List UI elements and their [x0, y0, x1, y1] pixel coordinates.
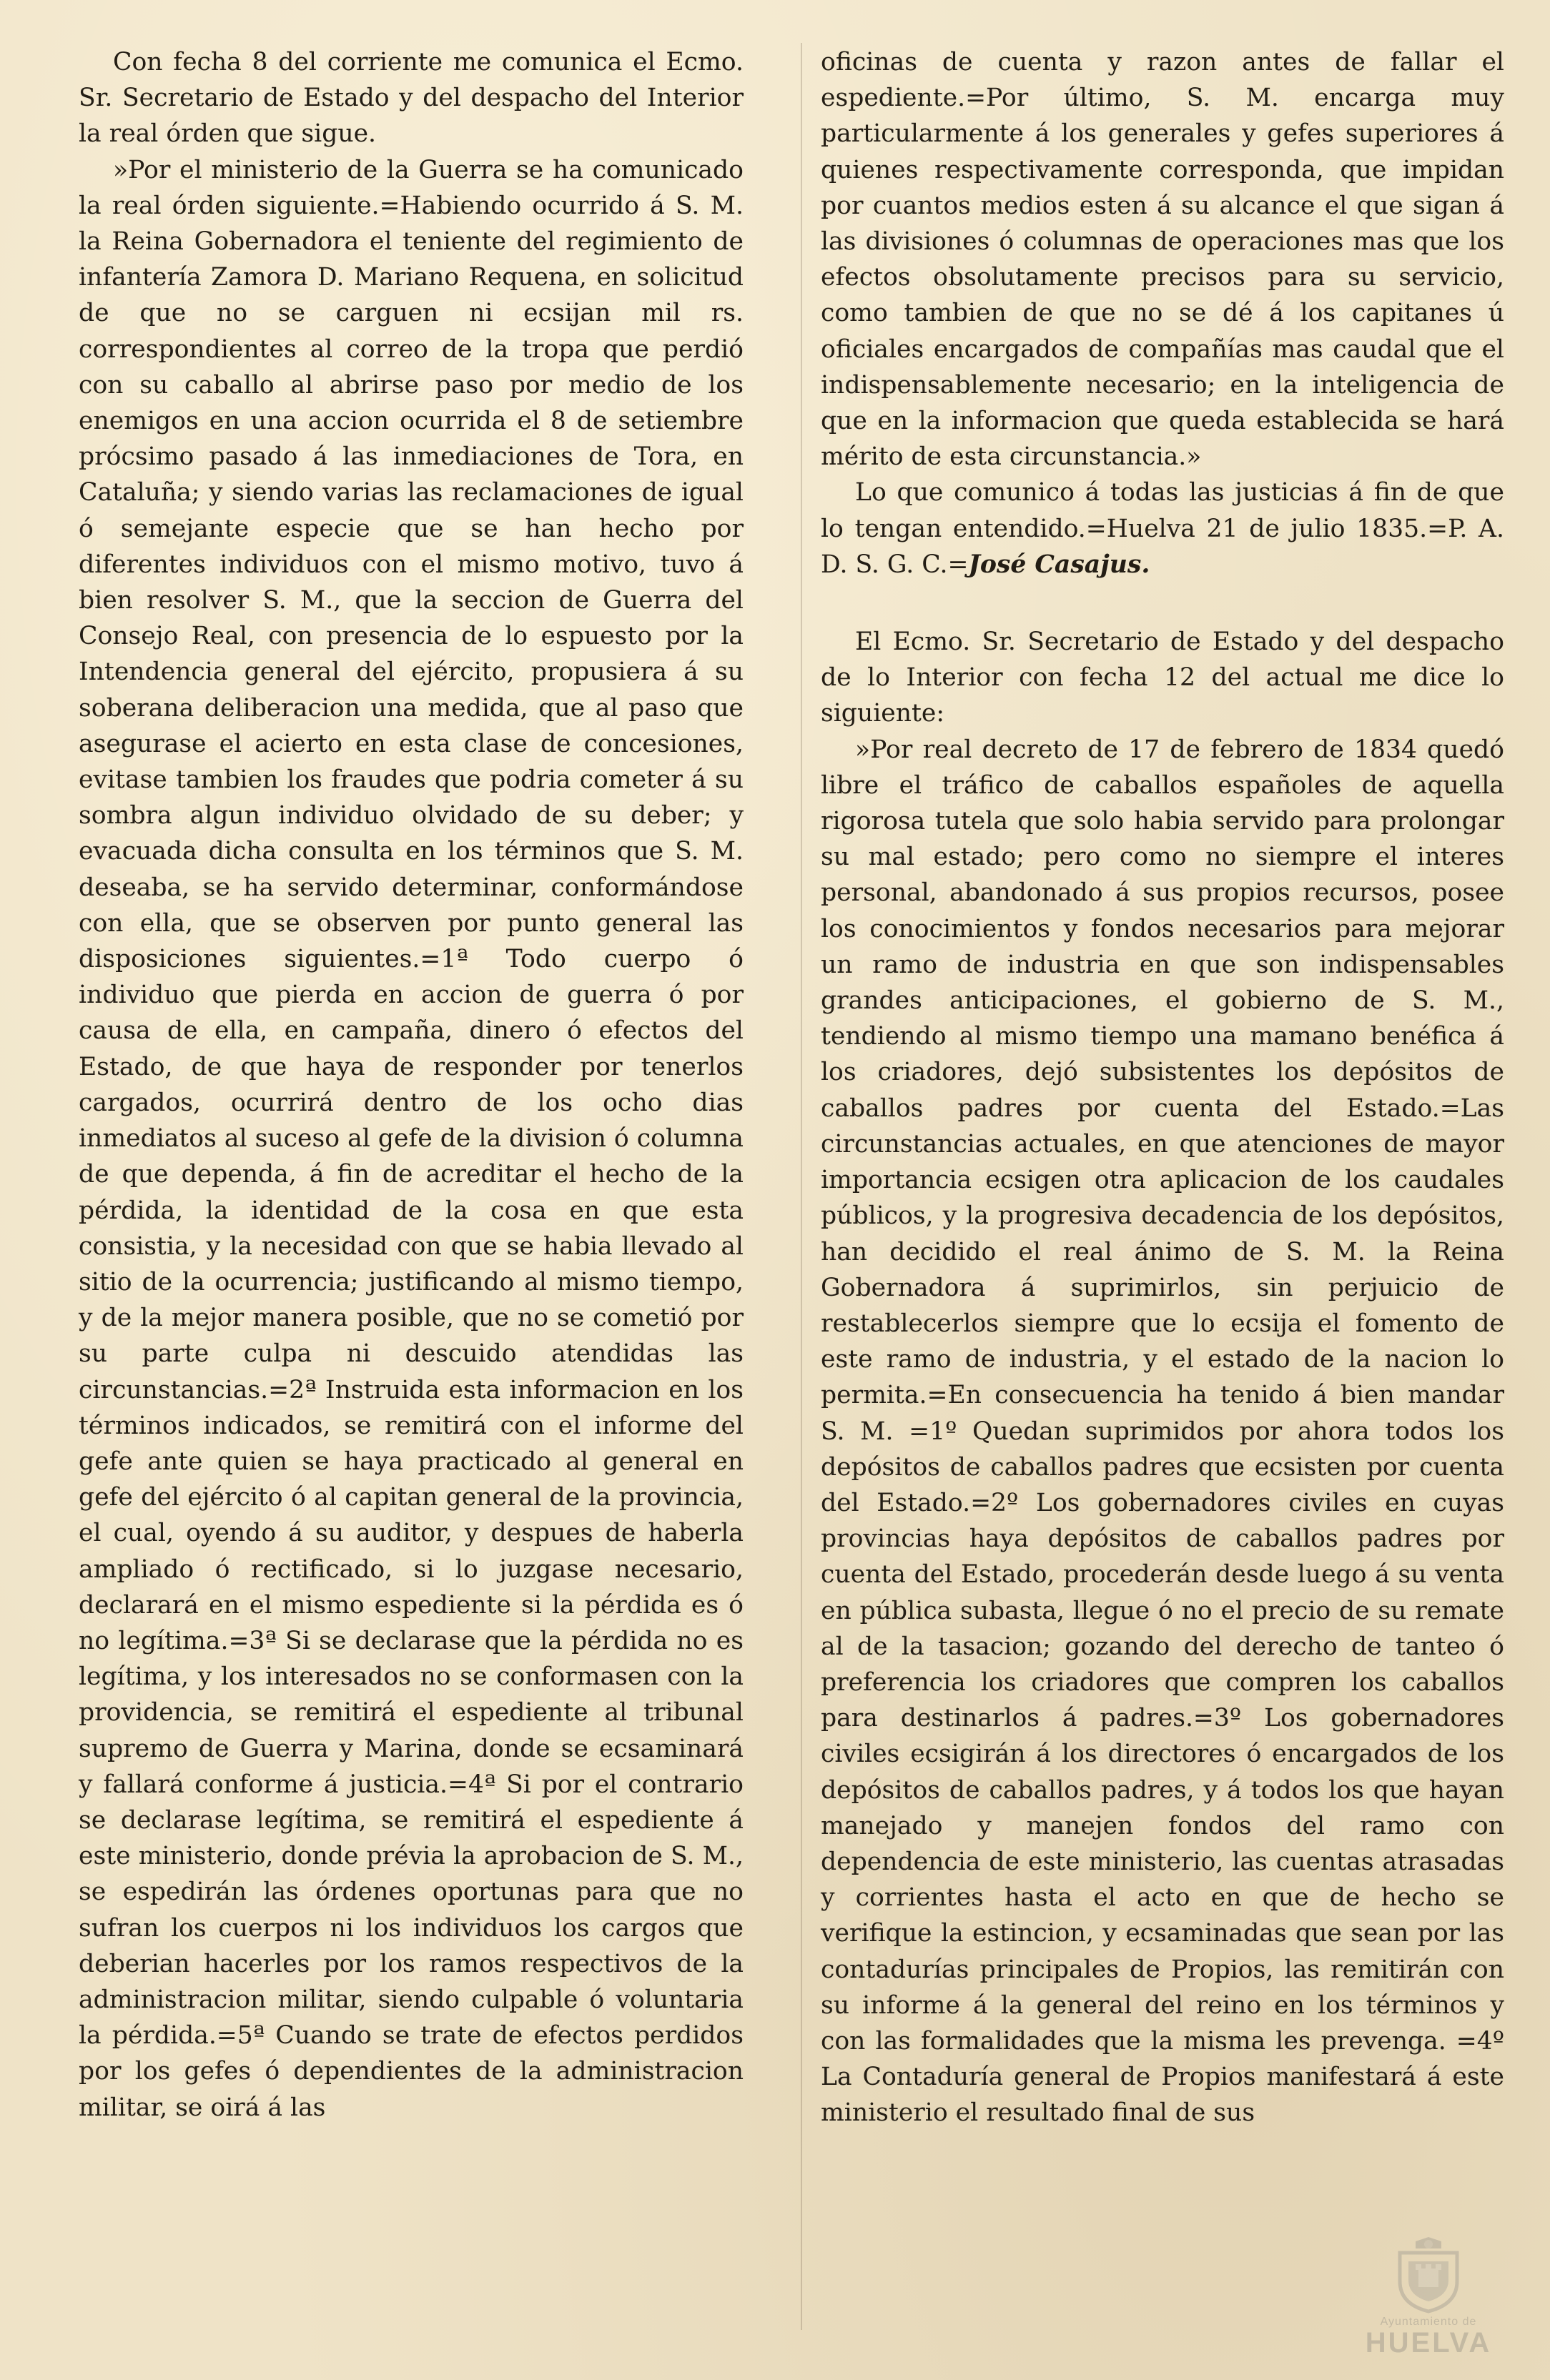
royal-order-war-text: »Por el ministerio de la Guerra se ha comunicado la real órden siguiente.=Habiendo ocurrido á S. M. la Reina Gobernadora el teniente del regimiento de infantería Zamora D. Mariano Requena, en solicitud de que no se carguen ni ecsijan mil rs. correspondientes al correo de la tropa que perdió con su caballo al abrirse paso por medio de los enemigos en una accion ocurrida el 8 de setiembre prócsimo pasado á las inmediaciones de Tora, en Cataluña; y siendo varias las reclamaciones de igual ó semejante especie que se han hecho por diferentes individuos con el mismo motivo, tuvo á bien resolver S. M., que la seccion de Guerra del Consejo Real, con presencia de lo espuesto por la Intendencia general del ejército, propusiera á su soberana deliberacion una medida, que al paso que asegurase el acierto en esta clase de concesiones, evitase tambien los fraudes que podria cometer á su sombra algun individuo olvidado de su deber; y evacuada dicha consulta en los términos que S. M. deseaba, se ha servido determinar, conformándose con ella, que se observen por punto general las disposiciones siguientes.=1ª Todo cuerpo ó individuo que pierda en accion de guerra ó por causa de ella, en campaña, dinero ó efectos del Estado, de que haya de responder por tenerlos cargados, ocurrirá dentro de los ocho dias inmediatos al suceso al gefe de la division ó columna de que dependa, á fin de acreditar el hecho de la pérdida, la identidad de la cosa en que esta consistia, y la necesidad con que se habia llevado al sitio de la ocurrencia; justificando al mismo tiempo, y de la mejor manera posible, que no se cometió por su parte culpa ni descuido atendidas las circunstancias.=2ª Instruida esta informacion en los términos indicados, se remitirá con el informe del gefe ante quien se haya practicado al general en gefe del ejército ó al capitan general de la provincia, el cual, oyendo á su auditor, y despues de haberla ampliado ó rectificado, si lo juzgase necesario, declarará en el mismo espediente si la pérdida es ó no legítima.=3ª Si se declarase que la pérdida no es legítima, y los interesados no se conformasen con la providencia, se remitirá el espediente al tribunal supremo de Guerra y Marina, donde se ecsaminará y fallará conforme á justicia.=4ª Si por el contrario se declarase legítima, se remitirá el espediente á este ministerio, donde prévia la aprobacion de S. M., se espedirán las órdenes oportunas para que no sufran los cuerpos ni los individuos los cargos que deberian hacerles por los ramos respectivos de la administracion militar, siendo culpable ó voluntaria la pérdida.=5ª Cuando se trate de efectos perdidos por los gefes ó dependientes de la administracion militar, se oirá á las — [79, 155, 744, 2122]
huelva-city-shield-icon — [1394, 2236, 1463, 2314]
section-gap — [821, 582, 1504, 624]
watermark-line1: Ayuntamiento de — [1380, 2316, 1477, 2328]
left-column — [79, 44, 744, 2126]
circular-intro-paragraph: Con fecha 8 del corriente me comunica el Ecmo. Sr. Secretario de Estado y del despacho del Interior la real órden que sigue. — [79, 48, 744, 149]
horse-deposits-decree-text: »Por real decreto de 17 de febrero de 1834 quedó libre el tráfico de caballos españoles de aquella rigorosa tutela que solo habia servido para prolongar su mal estado; pero como no siempre el interes personal, abandonado á sus propios recursos, posee los conocimientos y fondos necesarios para mejorar un ramo de industria en que son indispensables grandes anticipaciones, el gobierno de S. M., tendiendo al mismo tiempo una mamano benéfica á los criadores, dejó subsistentes los depósitos de caballos padres por cuenta del Estado.=Las circunstancias actuales, en que atenciones de mayor importancia ecsigen otra aplicacion de los caudales públicos, y la progresiva decadencia de los depósitos, han decidido el real ánimo de S. M. la Reina Gobernadora á suprimirlos, sin perjuicio de restablecerlos siempre que lo ecsija el fomento de este ramo de industria, y el estado de la nacion lo permita.=En consecuencia ha tenido á bien mandar S. M. =1º Quedan suprimidos por ahora todos los depósitos de caballos padres que ecsisten por cuenta del Estado.=2º Los gobernadores civiles en cuyas provincias haya depósitos de caballos padres por cuenta del Estado, procederán desde luego á su venta en pública subasta, llegue ó no el precio de su remate al de la tasacion; gozando del derecho de tanteo ó preferencia los criadores que compren los caballos para destinarlos á padres.=3º Los gobernadores civiles ecsigirán á los directores ó encargados de los depósitos de caballos padres, y á todos los que hayan manejado y manejen fondos del ramo con dependencia de este ministerio, las cuentas atrasadas y corrientes hasta el acto en que de hecho se verifique la estincion, y ecsaminadas que sean por las contadurías principales de Propios, las remitirán con su informe á la general del reino en los términos y con las formalidades que la misma les prevenga. =4º La Contaduría general de Propios manifestará á este ministerio el resultado final de sus — [821, 735, 1504, 2128]
watermark-line2: HUELVA — [1365, 2327, 1492, 2359]
right-column — [821, 44, 1504, 2131]
royal-order-war-continuation: oficinas de cuenta y razon antes de fallar el espediente.=Por último, S. M. encarga muy particularmente á los generales y gefes superiores á quienes respectivamente corresponda, que impidan por cuantos medios esten á su alcance el que sigan á las divisiones ó columnas de operaciones mas que los efectos obsolutamente precisos para su servicio, como tambien de que no se dé á los capitanes ú oficiales encargados de compañías mas caudal que el indispensablemente necesario; en la inteligencia de que en la informacion que queda establecida se hará mérito de esta circunstancia.» — [821, 48, 1504, 472]
closing-text: Lo que comunico á todas las justicias á fin de que lo tengan entendido.=Huelva 21 de julio 1835.=P. A. D. S. G. C.= — [821, 478, 1504, 579]
horse-deposits-intro: El Ecmo. Sr. Secretario de Estado y del despacho de lo Interior con fecha 12 del actual me dice lo siguiente: — [821, 628, 1504, 728]
archive-watermark — [1343, 2236, 1514, 2364]
signature: José Casajus. — [968, 550, 1150, 579]
column-divider — [801, 43, 802, 2330]
closing-statement — [821, 475, 1504, 582]
